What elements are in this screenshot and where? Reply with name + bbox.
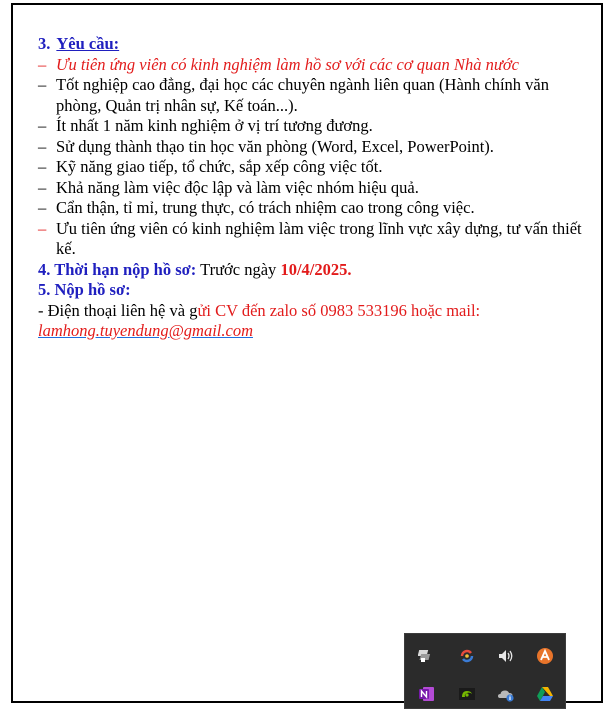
contact-prefix: - Điện thoại liên hệ và g bbox=[38, 300, 198, 320]
requirement-item bbox=[38, 137, 590, 158]
section-4-label: 4. Thời hạn nộp hồ sơ: bbox=[38, 259, 197, 279]
bullet-dash: – bbox=[38, 177, 47, 197]
section-3-heading bbox=[38, 34, 590, 55]
requirement-text: Cẩn thận, tỉ mỉ, trung thực, có trách nhiệm cao trong công việc. bbox=[56, 198, 475, 217]
section-3-number: 3. bbox=[38, 34, 51, 53]
onedrive-icon[interactable] bbox=[496, 684, 516, 704]
requirement-text: Ưu tiên ứng viên có kinh nghiệm làm hồ sơ với các cơ quan Nhà nước bbox=[56, 54, 519, 74]
requirement-text: Khả năng làm việc độc lập và làm việc nhóm hiệu quả. bbox=[56, 177, 419, 197]
bullet-dash: – bbox=[38, 218, 47, 238]
bullet-dash: – bbox=[38, 75, 47, 94]
google-drive-icon[interactable] bbox=[535, 684, 555, 704]
requirement-item bbox=[38, 55, 590, 76]
section-3-title: Yêu cầu: bbox=[56, 34, 120, 53]
deadline-date: 10/4/2025. bbox=[280, 259, 352, 279]
email-link[interactable]: lamhong.tuyendung@gmail.com bbox=[38, 321, 253, 340]
bullet-dash: – bbox=[38, 136, 47, 156]
document-content bbox=[38, 34, 590, 342]
requirement-text: Ít nhất 1 năm kinh nghiệm ở vị trí tương đương. bbox=[56, 116, 373, 135]
section-5-heading: 5. Nộp hồ sơ: bbox=[38, 280, 131, 299]
requirement-item bbox=[38, 157, 590, 178]
requirement-item bbox=[38, 219, 590, 260]
section-4-deadline bbox=[38, 260, 590, 281]
ulaa-icon[interactable] bbox=[535, 646, 555, 666]
onenote-icon[interactable] bbox=[417, 684, 437, 704]
system-tray-flyout bbox=[404, 633, 566, 709]
requirement-item bbox=[38, 198, 590, 219]
network-tool-icon[interactable] bbox=[417, 646, 437, 666]
speaker-icon[interactable] bbox=[496, 646, 516, 666]
nvidia-icon[interactable] bbox=[457, 684, 477, 704]
requirement-text: Ưu tiên ứng viên có kinh nghiệm làm việc trong lĩnh vực xây dựng, tư vấn thiết kế. bbox=[56, 218, 582, 258]
requirement-item bbox=[38, 116, 590, 137]
cloud-sync-icon[interactable] bbox=[457, 646, 477, 666]
contact-line bbox=[38, 301, 590, 322]
email-line bbox=[38, 321, 590, 342]
bullet-dash: – bbox=[38, 54, 47, 74]
requirement-text: Kỹ năng giao tiếp, tổ chức, sắp xếp công việc tốt. bbox=[56, 157, 383, 176]
requirement-text: Sử dụng thành thạo tin học văn phòng (Word, Excel, PowerPoint). bbox=[56, 136, 494, 156]
contact-details: ửi CV đến zalo số 0983 533196 hoặc mail: bbox=[197, 300, 481, 320]
bullet-dash: – bbox=[38, 116, 47, 135]
bullet-dash: – bbox=[38, 157, 47, 176]
requirement-item bbox=[38, 75, 590, 116]
requirement-item bbox=[38, 178, 590, 199]
section-4-text: Trước ngày bbox=[196, 259, 281, 279]
bullet-dash: – bbox=[38, 198, 47, 217]
requirement-text: Tốt nghiệp cao đẳng, đại học các chuyên ngành liên quan (Hành chính văn phòng, Quản trị nhân sự, Kế toán...). bbox=[56, 75, 549, 115]
